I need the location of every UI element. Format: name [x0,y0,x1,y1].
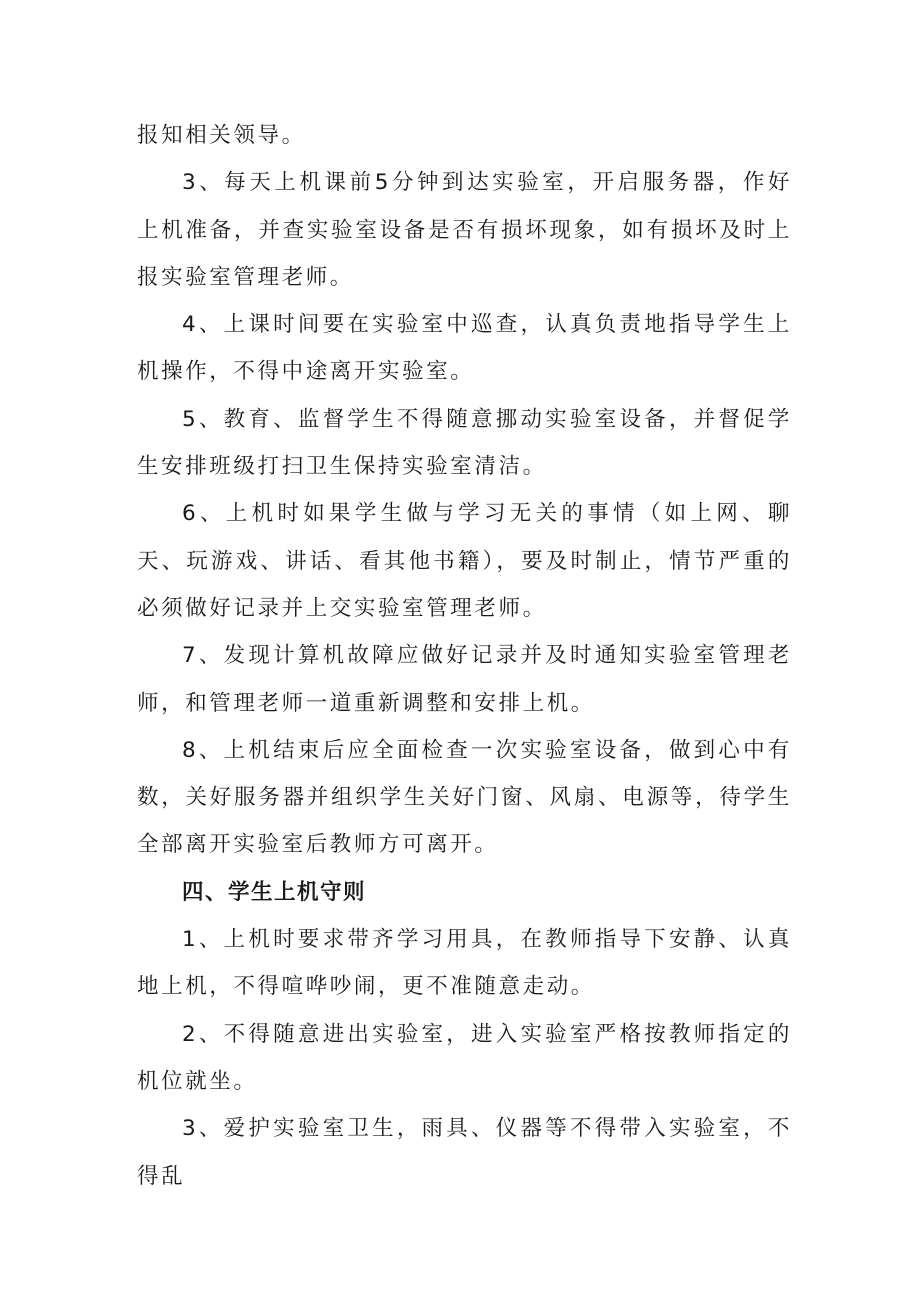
paragraph-rule-5: 5、教育、监督学生不得随意挪动实验室设备，并督促学生安排班级打扫卫生保持实验室清洁。 [137,406,792,480]
document-page [137,112,792,1200]
student-rule-3: 3、爱护实验室卫生，雨具、仪器等不得带入实验室，不得乱 [137,1116,792,1189]
paragraph-continuation: 报知相关领导。 [137,123,306,148]
paragraph-rule-8: 8、上机结束后应全面检查一次实验室设备，做到心中有数，关好服务器并组织学生关好门窗、风扇、电源等，待学生全部离开实验室后教师方可离开。 [137,737,792,858]
paragraph-rule-3: 3、每天上机课前5分钟到达实验室，开启服务器，作好上机准备，并查实验室设备是否有损坏现象，如有损坏及时上报实验室管理老师。 [137,170,792,290]
student-rule-2: 2、不得随意进出实验室，进入实验室严格按教师指定的机位就坐。 [137,1021,792,1094]
paragraph-rule-7: 7、发现计算机故障应做好记录并及时通知实验室管理老师，和管理老师一道重新调整和安排上机。 [137,643,792,716]
section-heading: 四、学生上机守则 [182,879,367,905]
paragraph-rule-4: 4、上课时间要在实验室中巡查，认真负责地指导学生上机操作，不得中途离开实验室。 [137,312,792,385]
paragraph-rule-6: 6、上机时如果学生做与学习无关的事情（如上网、聊天、玩游戏、讲话、看其他书籍），要及时制止，情节严重的必须做好记录并上交实验室管理老师。 [137,501,792,621]
student-rule-1: 1、上机时要求带齐学习用具，在教师指导下安静、认真地上机，不得喧哗吵闹，更不准随意走动。 [137,927,792,1000]
